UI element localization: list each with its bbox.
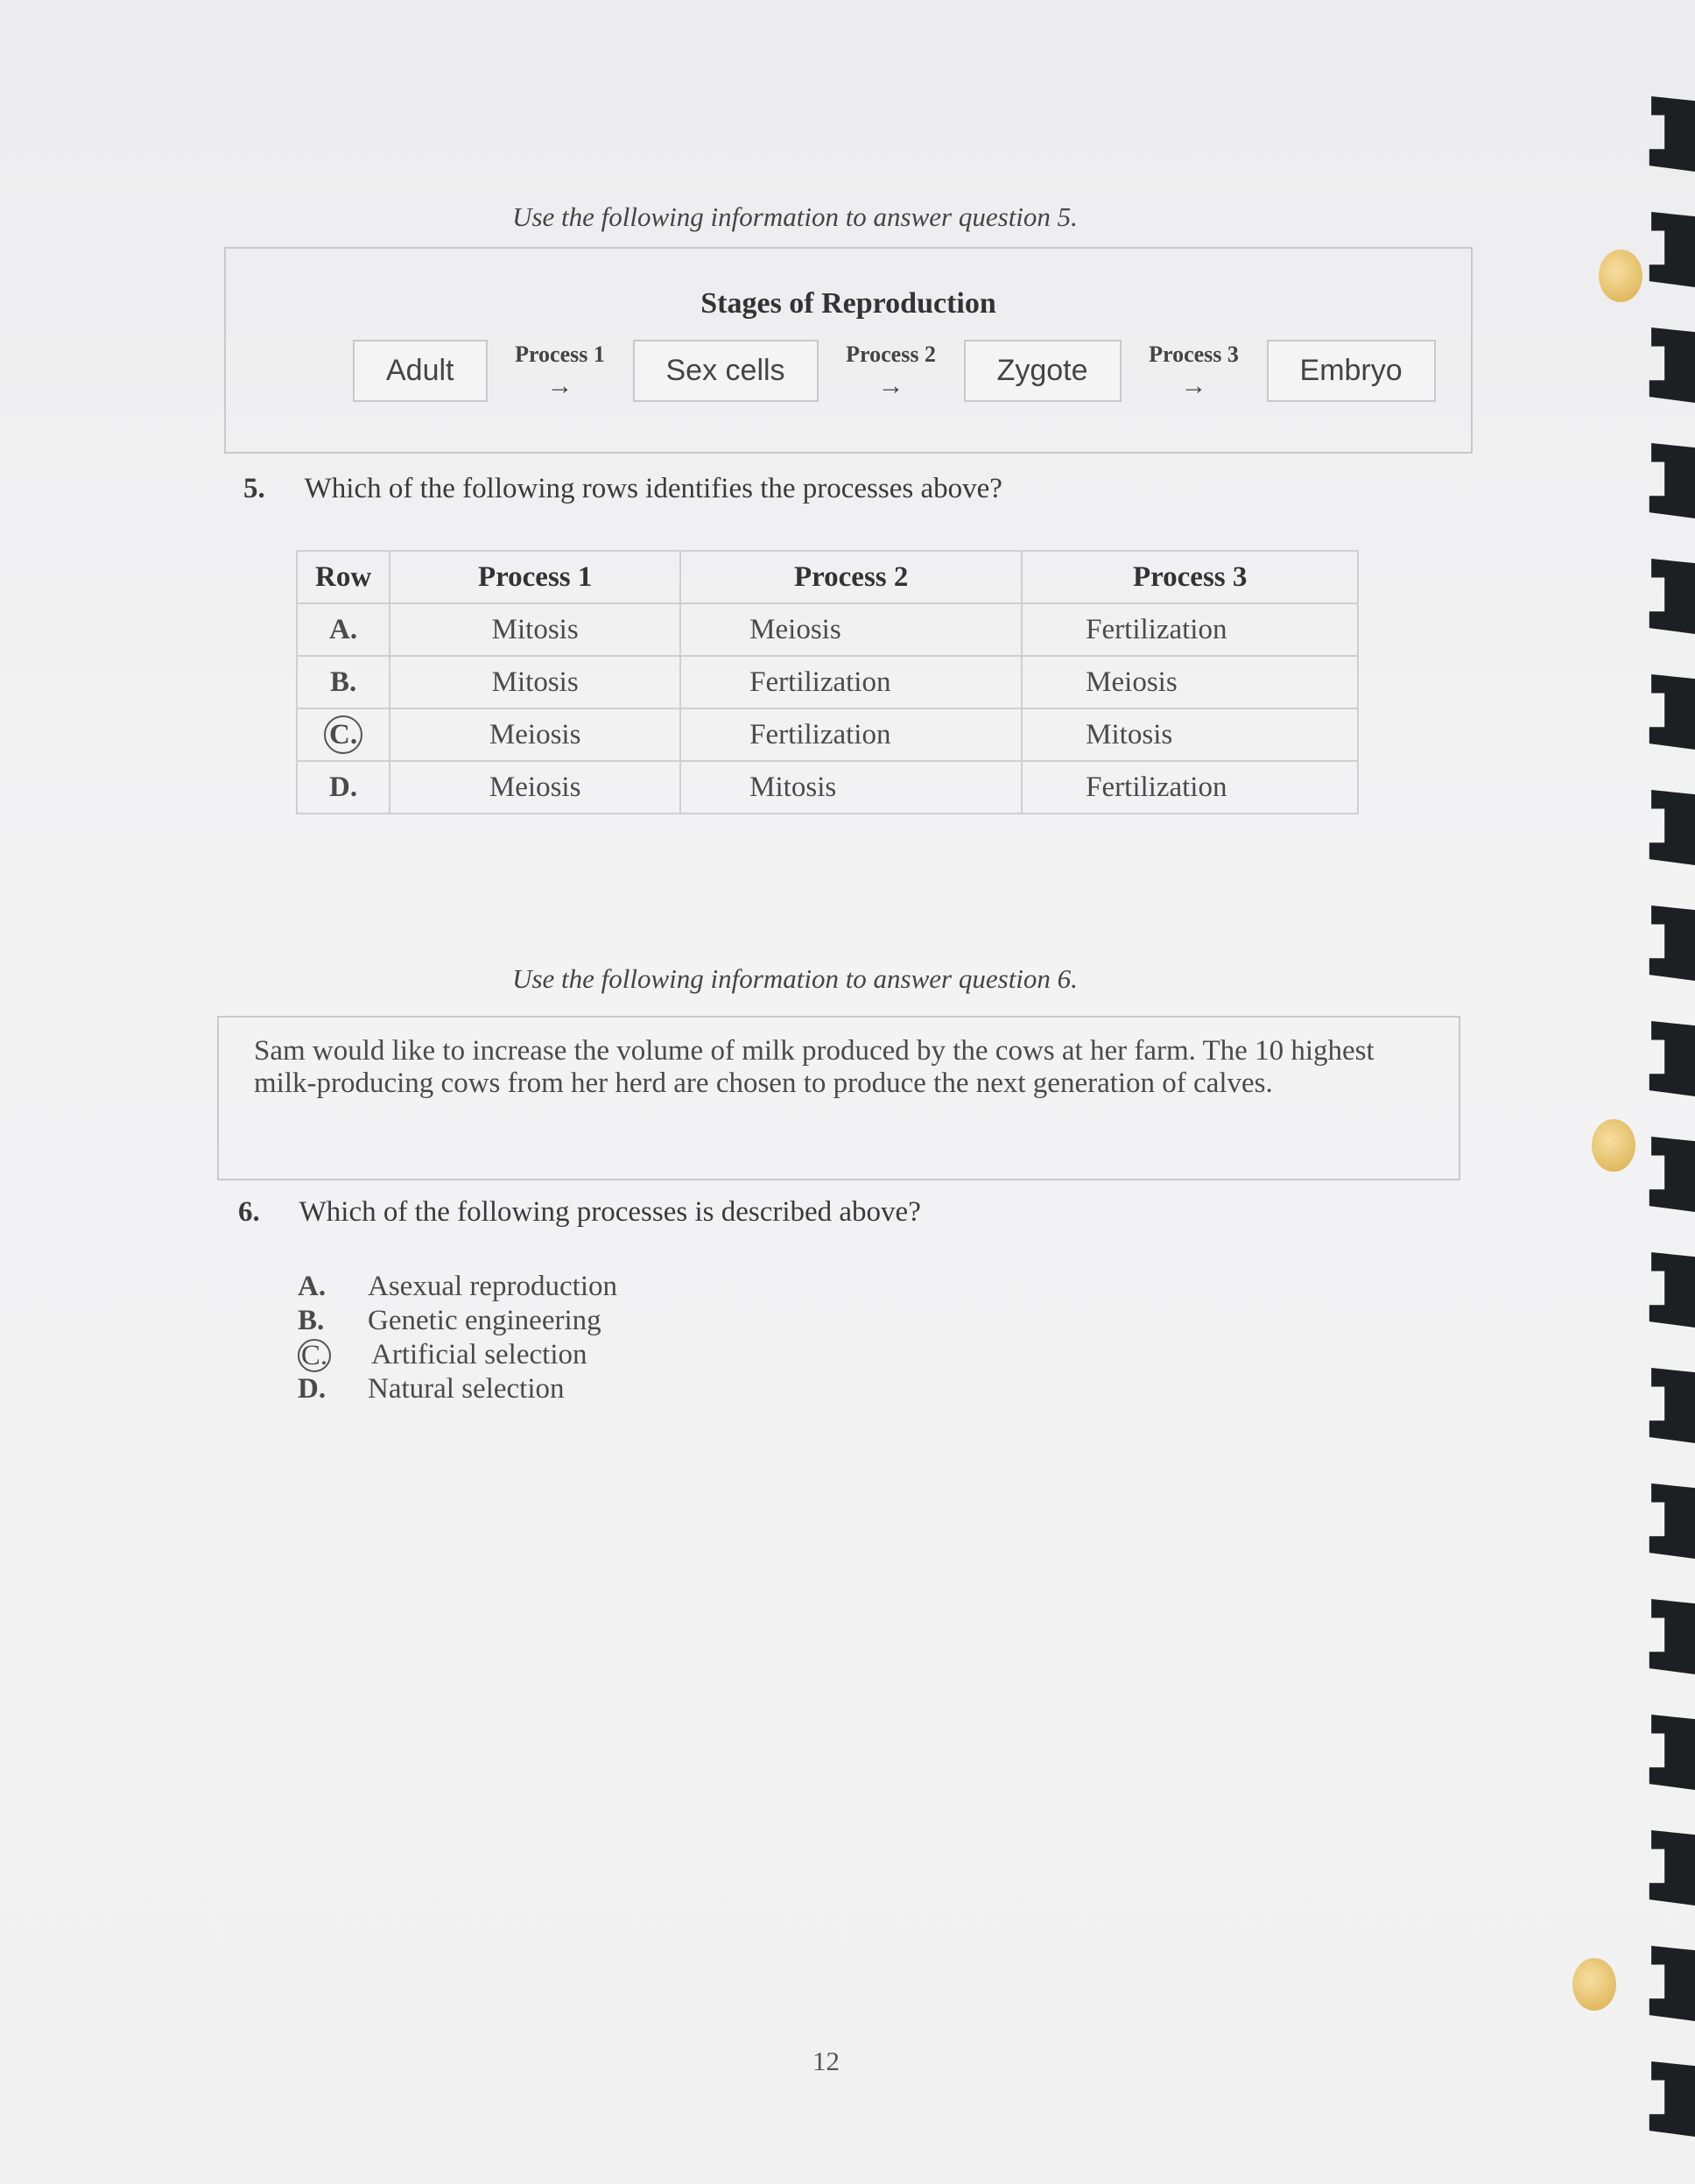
option-b bbox=[298, 1304, 617, 1338]
row-label: B. bbox=[297, 656, 390, 708]
cell-process-2: Meiosis bbox=[680, 603, 1022, 656]
cell-process-3: Meiosis bbox=[1022, 656, 1358, 708]
option-a bbox=[298, 1270, 617, 1304]
option-letter: D. bbox=[298, 1373, 327, 1405]
arrow-icon: → bbox=[877, 370, 904, 400]
header-row: Row bbox=[297, 551, 390, 603]
table-row bbox=[297, 708, 1358, 761]
cell-process-3: Fertilization bbox=[1022, 761, 1358, 814]
process-label: Process 1 bbox=[515, 341, 605, 367]
page-number: 12 bbox=[812, 2046, 840, 2076]
question-6 bbox=[238, 1196, 921, 1229]
table-row bbox=[297, 603, 1358, 656]
binding-tooth bbox=[1644, 1137, 1695, 1212]
binding-tooth bbox=[1644, 559, 1695, 634]
scenario-box: Sam would like to increase the volume of milk produced by the cows at her farm. The 10 highest milk-producing cows from her herd are chosen to produce the next generation of calves. bbox=[217, 1016, 1460, 1180]
process-label: Process 3 bbox=[1149, 341, 1239, 367]
stage-embryo: Embryo bbox=[1267, 340, 1436, 402]
stage-flow bbox=[353, 340, 1436, 402]
process-3-arrow bbox=[1143, 342, 1246, 401]
binding-tooth bbox=[1644, 1368, 1695, 1443]
question-6-intro: Use the following information to answer question 6. bbox=[512, 963, 1078, 994]
cell-process-2: Fertilization bbox=[680, 708, 1022, 761]
cell-process-2: Fertilization bbox=[680, 656, 1022, 708]
table-row bbox=[297, 656, 1358, 708]
question-text: Which of the following processes is described above? bbox=[299, 1196, 921, 1228]
question-text: Which of the following rows identifies the processes above? bbox=[304, 473, 1002, 504]
stage-adult: Adult bbox=[353, 340, 488, 402]
binding-tooth bbox=[1644, 1599, 1695, 1674]
binding-tooth bbox=[1644, 443, 1695, 518]
cell-process-1: Mitosis bbox=[390, 603, 680, 656]
binding-tooth bbox=[1644, 905, 1695, 981]
punch-hole bbox=[1599, 250, 1642, 302]
binding-tooth bbox=[1644, 1021, 1695, 1096]
cell-process-1: Meiosis bbox=[390, 708, 680, 761]
binding-tooth bbox=[1644, 1830, 1695, 1906]
question-5-intro: Use the following information to answer question 5. bbox=[512, 201, 1078, 232]
cell-process-3: Fertilization bbox=[1022, 603, 1358, 656]
cell-process-2: Mitosis bbox=[680, 761, 1022, 814]
arrow-icon: → bbox=[1180, 370, 1207, 400]
option-text: Natural selection bbox=[368, 1373, 565, 1405]
row-label-circled bbox=[297, 708, 390, 761]
option-text: Artificial selection bbox=[371, 1339, 587, 1370]
binding-tooth bbox=[1644, 1252, 1695, 1328]
punch-hole bbox=[1572, 1958, 1616, 2011]
binding-tooth bbox=[1644, 674, 1695, 750]
option-letter: B. bbox=[298, 1305, 325, 1336]
stage-sex-cells: Sex cells bbox=[633, 340, 819, 402]
cell-process-1: Meiosis bbox=[390, 761, 680, 814]
header-process-2: Process 2 bbox=[680, 551, 1022, 603]
binding-tooth bbox=[1644, 212, 1695, 287]
binding-tooth bbox=[1644, 790, 1695, 865]
row-label: D. bbox=[297, 761, 390, 814]
binding-tooth bbox=[1644, 1715, 1695, 1790]
cell-process-3: Mitosis bbox=[1022, 708, 1358, 761]
question-5 bbox=[243, 473, 1002, 505]
binding-tooth bbox=[1644, 96, 1695, 172]
question-number: 5. bbox=[243, 473, 265, 504]
option-d bbox=[298, 1372, 617, 1406]
spiral-binding bbox=[1634, 96, 1695, 2184]
binding-tooth bbox=[1644, 328, 1695, 403]
header-process-3: Process 3 bbox=[1022, 551, 1358, 603]
binding-tooth bbox=[1644, 1946, 1695, 2021]
option-letter: A. bbox=[298, 1271, 327, 1302]
stage-zygote: Zygote bbox=[964, 340, 1122, 402]
option-text: Asexual reproduction bbox=[368, 1271, 617, 1302]
stages-diagram bbox=[224, 247, 1473, 454]
circled-answer-mark: C. bbox=[324, 715, 362, 754]
process-1-arrow bbox=[509, 342, 612, 401]
answer-table bbox=[296, 550, 1359, 814]
diagram-title: Stages of Reproduction bbox=[700, 287, 996, 320]
arrow-icon: → bbox=[546, 370, 573, 400]
row-label: A. bbox=[297, 603, 390, 656]
question-number: 6. bbox=[238, 1196, 260, 1228]
table-header-row bbox=[297, 551, 1358, 603]
punch-hole bbox=[1592, 1119, 1635, 1172]
binding-tooth bbox=[1644, 1483, 1695, 1559]
option-c bbox=[298, 1338, 617, 1372]
answer-options bbox=[298, 1270, 617, 1406]
table-row bbox=[297, 761, 1358, 814]
cell-process-1: Mitosis bbox=[390, 656, 680, 708]
binding-tooth bbox=[1644, 2061, 1695, 2137]
process-label: Process 2 bbox=[846, 341, 936, 367]
header-process-1: Process 1 bbox=[390, 551, 680, 603]
option-text: Genetic engineering bbox=[368, 1305, 601, 1336]
process-2-arrow bbox=[840, 342, 943, 401]
circled-answer-mark: C. bbox=[298, 1339, 331, 1372]
